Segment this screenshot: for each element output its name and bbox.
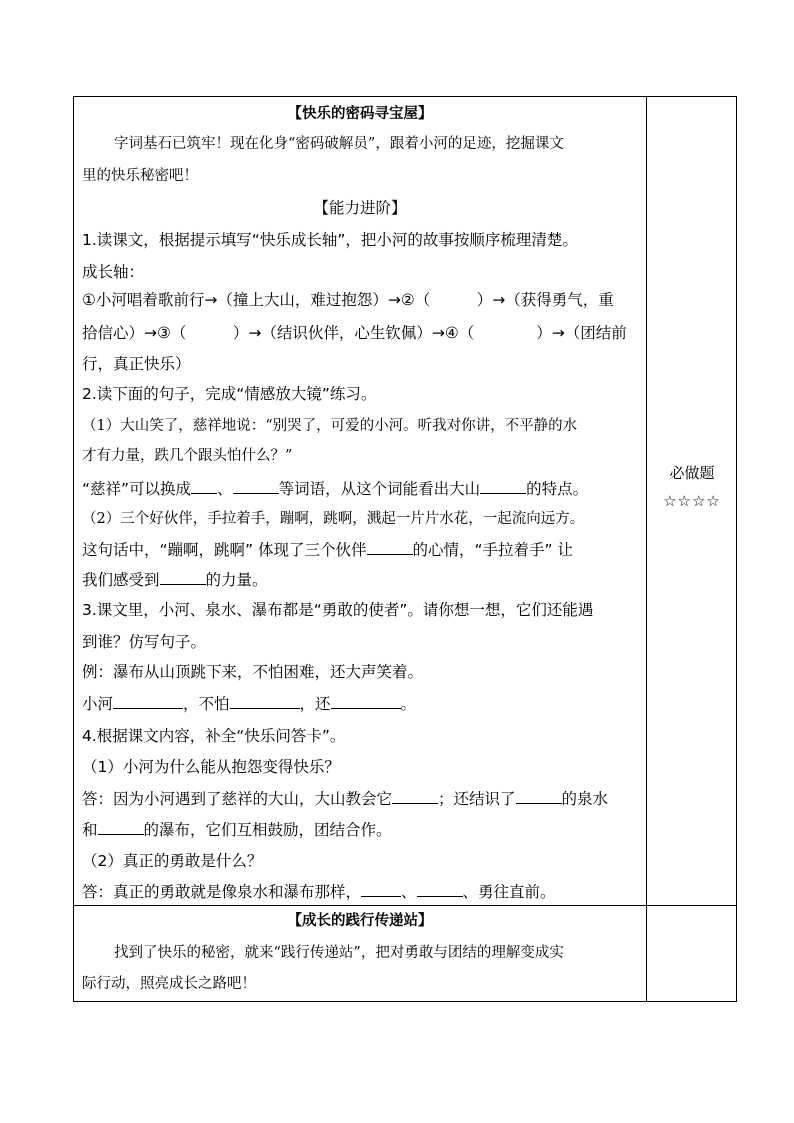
fill-line	[82, 694, 638, 714]
answer-blank[interactable]	[361, 882, 401, 897]
difficulty-cell	[647, 97, 737, 905]
question-text: （2）真正的勇敢是什么？	[82, 852, 263, 870]
answer-text: 的瀑布，它们互相鼓励，团结合作。	[143, 821, 392, 839]
answer-blank[interactable]	[367, 540, 413, 555]
fill-line	[82, 479, 638, 499]
answer-text: ，不怕	[183, 695, 230, 713]
answer-text: 、	[217, 480, 233, 498]
question-2: 2.读下面的句子，完成“情感放大镜”练习。	[82, 385, 377, 403]
fill-line	[82, 882, 638, 902]
question-1: 1.读课文，根据提示填写“快乐成长轴”，把小河的故事按顺序梳理清楚。	[82, 231, 578, 249]
answer-text: 的特点。	[526, 480, 589, 498]
answer-text: 、	[401, 883, 417, 901]
question-text: （1）小河为什么能从抱怨变得快乐？	[82, 758, 340, 776]
answer-blank[interactable]	[98, 820, 144, 835]
difficulty-stars: ☆☆☆☆	[663, 492, 721, 510]
answer-blank[interactable]	[113, 694, 183, 709]
subsection-title: 【能力进阶】	[313, 199, 407, 217]
worksheet-table	[73, 96, 737, 1002]
quote-text: 才有力量，跌几个跟头怕什么？”	[82, 448, 293, 464]
fill-line	[82, 570, 638, 590]
answer-text: 和	[82, 821, 98, 839]
answer-text: ；还结识了	[438, 790, 516, 808]
section-title: 【成长的践行传递站】	[287, 912, 433, 929]
question-text: 到谁？仿写句子。	[82, 633, 207, 651]
answer-blank[interactable]	[233, 479, 279, 494]
fill-line	[82, 820, 638, 840]
answer-blank[interactable]	[392, 789, 438, 804]
intro-text: 际行动，照亮成长之路吧！	[82, 976, 256, 992]
answer-text: 。	[400, 695, 417, 713]
answer-blank[interactable]	[417, 882, 463, 897]
answer-text: 我们感受到	[82, 571, 160, 589]
intro-text: 找到了快乐的秘密，就来“践行传递站”，把对勇敢与团结的理解变成实	[114, 945, 564, 961]
fill-line	[82, 540, 638, 560]
question-4: 4.根据课文内容，补全“快乐问答卡”。	[82, 727, 346, 745]
answer-text: 的泉水	[561, 790, 609, 808]
answer-text: 小河	[82, 695, 114, 713]
answer-text: ，还	[299, 695, 331, 713]
answer-blank[interactable]	[191, 479, 217, 494]
answer-text: 等词语，从这个词能看出大山	[278, 480, 481, 498]
question-text: 拾信心）→③（ ）→（结识伙伴，心生钦佩）→④（ ）→（团结前	[82, 324, 627, 342]
question-3: 3.课文里，小河、泉水、瀑布都是“勇敢的使者”。请你想一想，它们还能遇	[82, 601, 594, 619]
quote-text: （1）大山笑了，慈祥地说：“别哭了，可爱的小河。听我对你讲，不平静的水	[82, 418, 578, 434]
section-title: 【快乐的密码寻宝屋】	[287, 105, 433, 122]
example-text: 例：瀑布从山顶跳下来，不怕困难，还大声笑着。	[82, 663, 424, 681]
answer-blank[interactable]	[160, 570, 206, 585]
intro-text: 里的快乐秘密吧！	[82, 168, 198, 184]
answer-blank[interactable]	[516, 789, 562, 804]
quote-text: （2）三个好伙伴，手拉着手，蹦啊，跳啊，溅起一片片水花，一起流向远方。	[82, 511, 585, 527]
answer-text: 这句话中，“蹦啊，跳啊” 体现了三个伙伴	[82, 541, 367, 559]
question-text: 成长轴：	[82, 263, 145, 281]
answer-text: 的心情，“手拉着手” 让	[412, 541, 573, 559]
answer-text: 答：真正的勇敢就是像泉水和瀑布那样，	[82, 883, 362, 901]
answer-text: 答：因为小河遇到了慈祥的大山，大山教会它	[82, 790, 393, 808]
answer-text: 的力量。	[205, 571, 268, 589]
answer-blank[interactable]	[230, 694, 300, 709]
main-cell	[74, 97, 646, 905]
answer-blank[interactable]	[480, 479, 526, 494]
next-section-cell	[74, 906, 646, 1002]
fill-line	[82, 789, 638, 809]
question-text: 行，真正快乐）	[82, 355, 191, 373]
question-text: ①小河唱着歌前行→（撞上大山，难过抱怨）→②（ ）→（获得勇气，重	[82, 291, 614, 309]
answer-text: “慈祥”可以换成	[82, 480, 192, 498]
answer-text: 、勇往直前。	[462, 883, 556, 901]
answer-blank[interactable]	[331, 694, 401, 709]
intro-text: 字词基石已筑牢！现在化身“密码破解员”，跟着小河的足迹，挖掘课文	[114, 136, 564, 152]
required-tag: 必做题	[669, 464, 715, 482]
